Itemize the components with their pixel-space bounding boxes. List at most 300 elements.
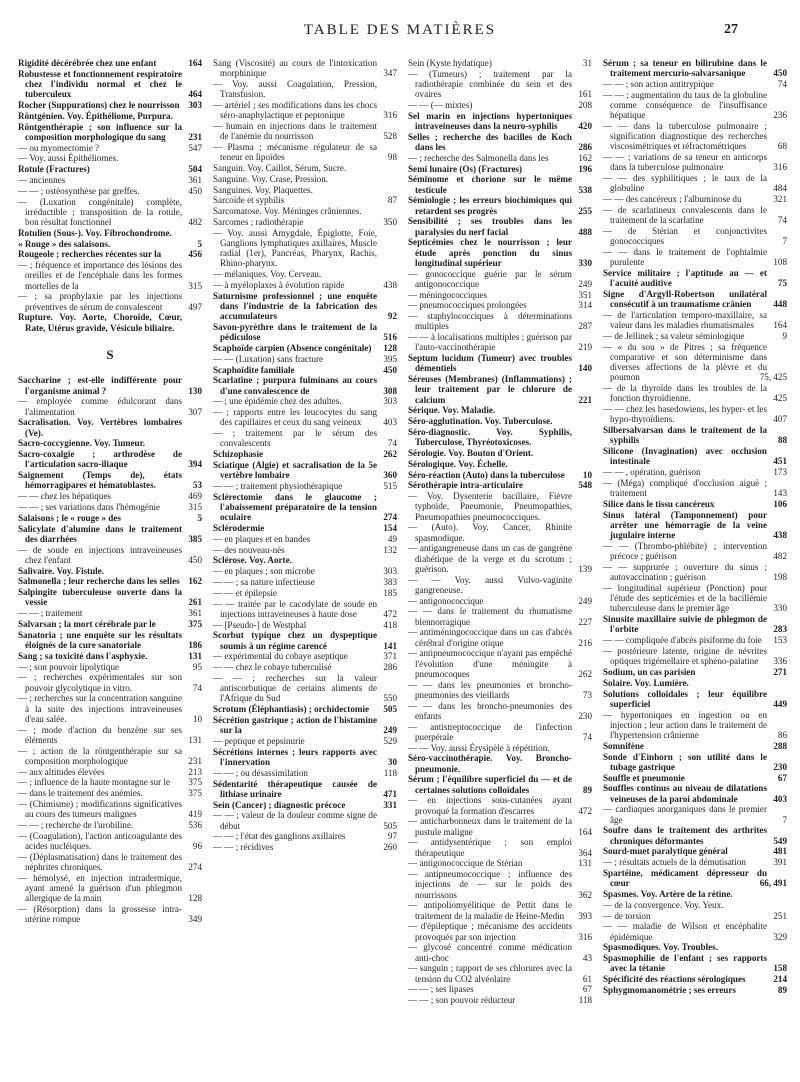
index-entry (408, 69, 592, 100)
entry-page-number: 315 (188, 501, 202, 512)
entry-text: — (Coagulation), l'action anticoagulante des acides nucléiques. (18, 830, 182, 851)
entry-page-number: 89 (777, 984, 787, 995)
index-entry (18, 672, 202, 692)
entry-text: Sarcomes ; radiothérapie (213, 216, 304, 227)
entry-page-number: 161 (578, 89, 592, 100)
entry-page-number: 196 (578, 163, 592, 174)
entry-text: Silice dans le tissu cancéreux (603, 499, 715, 509)
entry-page-number: 74 (192, 682, 202, 693)
entry-page-number: 351 (578, 289, 592, 300)
entry-page-number: 49 (387, 533, 397, 544)
index-entry (213, 269, 397, 279)
entry-text: — de Stérian et conjonctivites gonococciques (603, 226, 767, 247)
entry-page-number: 528 (383, 131, 397, 142)
entry-page-number: 249 (578, 595, 592, 606)
index-entry (408, 522, 592, 542)
entry-page-number: 321 (773, 194, 787, 205)
entry-text: Sécrétion gastrique ; action de l'histamine sur la (213, 714, 377, 736)
entry-page-number: 482 (188, 216, 202, 227)
entry-page-number: 504 (188, 164, 202, 175)
entry-page-number: 230 (578, 710, 592, 721)
entry-text: Sérique. Voy. Maladie. (408, 405, 496, 416)
index-entry (603, 678, 787, 688)
entry-text: — — ; récidives (213, 842, 274, 853)
index-entry (408, 648, 592, 679)
entry-text: Sanguines. Voy. Plaquettes. (213, 184, 313, 195)
index-entry (408, 774, 592, 794)
entry-page-number: 53 (192, 480, 202, 491)
entry-text: — — ; augmentation du taux de la globuline comme conséquence de l'insuffisance hépatique (603, 89, 767, 121)
entry-page-number: 185 (383, 587, 397, 598)
entry-text: Somnifène (603, 740, 644, 751)
entry-page-number: 497 (188, 301, 202, 312)
entry-text: Sein (Cancer) ; diagnostic précoce (213, 799, 346, 810)
index-entry (213, 555, 397, 565)
index-entry (18, 576, 202, 586)
entry-page-number: 419 (188, 809, 202, 820)
entry-text: — de l'articulation temporo-maxillaire, sa valeur dans les maladies rhumatismales (603, 310, 767, 331)
entry-page-number: 329 (773, 931, 787, 942)
entry-page-number: 98 (387, 152, 397, 163)
entry-page-number: 140 (578, 363, 592, 374)
index-entry (408, 153, 592, 163)
entry-page-number: 364 (578, 847, 592, 858)
entry-text: Röntgenthérapie ; son influence sur la composition morphologique du sang (18, 121, 182, 142)
entry-page-number: 308 (383, 385, 397, 396)
index-entry (408, 921, 592, 941)
index-entry (18, 417, 202, 437)
entry-page-number: 307 (188, 406, 202, 417)
entry-text: Sacro-coccygienne. Voy. Tumeur. (18, 438, 146, 449)
index-entry (18, 260, 202, 291)
index-entry (408, 374, 592, 405)
entry-page-number: 164 (188, 58, 202, 68)
index-entry (213, 715, 397, 735)
entry-text: — — des cancéreux ; l'albuminose du (603, 194, 742, 205)
entry-text: — ; rapports entre les leucocytes du sang des capillaires et ceux du sang veineux (213, 407, 377, 428)
index-entry (408, 858, 592, 868)
index-entry (18, 291, 202, 311)
running-title: TABLE DES MATIÈRES (303, 22, 497, 38)
entry-page-number: 385 (188, 533, 202, 544)
index-entry (213, 492, 397, 523)
entry-page-number: 7 (782, 814, 787, 825)
entry-text: — ; son pouvoir lipolytique (18, 661, 120, 672)
index-entry (213, 662, 397, 672)
section-letter: S (106, 347, 114, 363)
entry-page-number: 153 (773, 635, 787, 646)
entry-page-number: 75 (777, 278, 787, 289)
entry-text: — — ; ostéosynthèse par greffes. (18, 185, 140, 196)
index-entry (603, 331, 787, 341)
index-entry (18, 545, 202, 565)
entry-text: — sanguin ; rapport de ses chlorures avec la tension du CO2 alvéolaire (408, 963, 572, 984)
entry-page-number: 482 (773, 551, 787, 562)
index-entry (18, 312, 202, 332)
entry-page-number: 131 (578, 858, 592, 869)
index-entry (603, 773, 787, 783)
entry-text: Sodium, un cas parisien (603, 667, 696, 677)
index-entry (603, 942, 787, 952)
entry-page-number: 10 (582, 469, 592, 480)
index-entry (408, 353, 592, 373)
entry-page-number: 164 (773, 320, 787, 331)
index-entry (603, 710, 787, 741)
index-entry (408, 701, 592, 721)
entry-page-number: 132 (383, 544, 397, 555)
entry-text: — — compliquée d'abcès pisiforme du foie (603, 635, 762, 646)
index-entry (213, 142, 397, 162)
entry-page-number: 420 (578, 121, 592, 131)
entry-text: Signe d'Argyll-Robertson unilatéral consécutif à un traumatisme crânien (603, 289, 767, 310)
entry-text: — Voy. aussi Épithéliomes. (18, 153, 119, 164)
entry-page-number: 391 (773, 857, 787, 868)
index-entry (18, 175, 202, 185)
index-entry (18, 524, 202, 544)
entry-text: — expérimental du cobaye aseptique (213, 651, 348, 662)
index-entry (18, 799, 202, 819)
entry-page-number: 274 (188, 861, 202, 872)
entry-text: — — ; traitement (18, 608, 83, 619)
index-entry (603, 121, 787, 152)
index-entry (213, 343, 397, 353)
index-entry (603, 194, 787, 204)
entry-page-number: 286 (578, 142, 592, 152)
index-entry (213, 523, 397, 533)
entry-page-number: 383 (383, 576, 397, 587)
entry-text: Solaire. Voy. Lumière. (603, 677, 689, 688)
entry-page-number: 375 (188, 788, 202, 799)
entry-text: Selles ; recherche des bacilles de Koch dans les (408, 131, 572, 152)
entry-text: — ; action de la röntgenthérapie sur sa composition morphologique (18, 745, 182, 766)
index-entry (213, 217, 397, 227)
entry-page-number: 5 (197, 238, 202, 249)
index-entry (213, 630, 397, 650)
entry-text: — — ; variations de sa teneur en anticorps dans la tuberculose pulmonaire (603, 152, 767, 173)
index-entry (603, 825, 787, 845)
entry-text: — longitudinal supérieur (Ponction) pour l'étude des septicémies et de la bacillémie tuberculeuse dans le premier âge (603, 583, 767, 614)
entry-page-number: 131 (188, 650, 202, 661)
entry-page-number: 230 (773, 761, 787, 772)
entry-page-number: 375 (188, 777, 202, 788)
entry-text: — (Tumeurs) ; traitement par la radiothérapie combinée du sein et des ovaires (408, 68, 572, 100)
entry-page-number: 464 (188, 89, 202, 100)
entry-text: Sonde d'Einhorn ; son utilité dans le tubage gastrique (603, 751, 767, 772)
entry-text: — hémolysé, en injection intradermique, ayant amené la guérison d'un phlegmon allergique de la main (18, 872, 182, 904)
index-entry (213, 779, 397, 799)
entry-text: Sédentarité thérapeutique causée de lithiase urinaire (213, 778, 377, 799)
entry-page-number: 529 (383, 735, 397, 746)
index-entry (213, 407, 397, 427)
entry-text: Sarcoïde et syphilis (213, 195, 285, 206)
entry-text: — antipoliomyélitique de Pettit dans le traitement de la maladie de Heine-Medin (408, 900, 572, 921)
entry-page-number: 288 (773, 740, 787, 751)
entry-text: Sclérose. Voy. Aorte. (213, 555, 292, 566)
entry-text: Sourd-muet paralytique général (603, 846, 728, 857)
entry-page-number: 216 (578, 637, 592, 648)
index-entry (18, 513, 202, 523)
index-entry (18, 630, 202, 650)
index-entry (408, 459, 592, 469)
entry-text: Sacralisation. Voy. Vertèbres lombaires (Ve). (18, 417, 182, 438)
entry-page-number: 130 (188, 385, 202, 396)
entry-page-number: 128 (383, 342, 397, 353)
entry-text: — Voy. Dysenterie bacillaire, Fièvre typhoïde, Pneumonie, Pneumopathies, Pneumopathies pneumococciques. (408, 491, 572, 522)
entry-page-number: 316 (578, 931, 592, 942)
index-entry (213, 566, 397, 576)
index-entry (603, 205, 787, 225)
entry-page-number: 10 (192, 713, 202, 724)
entry-page-number: 451 (773, 456, 787, 467)
entry-page-number: 456 (188, 249, 202, 260)
entry-text: — ; mode d'action du benzène sur ses éléments (18, 724, 182, 745)
index-entry (18, 164, 202, 174)
index-entry (213, 396, 397, 406)
index-entry (603, 499, 787, 509)
index-entry (213, 747, 397, 767)
index-entry (603, 90, 787, 121)
entry-page-number: 515 (383, 480, 397, 491)
index-entry (213, 195, 397, 205)
index-entry (18, 619, 202, 629)
index-entry (408, 480, 592, 490)
entry-page-number: 350 (383, 216, 397, 227)
index-entry (603, 953, 787, 973)
entry-text: Rotule (Fractures) (18, 164, 90, 175)
entry-text: — antidysentérique ; son emploi thérapeutique (408, 837, 572, 858)
entry-text: — — chez le cobaye tuberculisé (213, 662, 332, 673)
entry-page-number: 74 (777, 215, 787, 226)
index-entry (408, 627, 592, 647)
index-entry (213, 185, 397, 195)
index-entry (213, 58, 397, 78)
entry-page-number: 449 (773, 698, 787, 709)
entry-page-number: 255 (578, 205, 592, 216)
index-entry (408, 680, 592, 700)
entry-page-number: 213 (188, 766, 202, 777)
entry-text: — gonococcique guérie par le sérum antigonococcique (408, 268, 572, 289)
entry-page-number: 88 (777, 435, 787, 446)
index-entry (408, 816, 592, 836)
index-entry (213, 736, 397, 746)
entry-text: — — Voy. aussi Érysipèle à répétition. (408, 742, 550, 753)
index-entry (213, 206, 397, 216)
entry-page-number: 505 (383, 820, 397, 831)
entry-page-number: 236 (773, 110, 787, 121)
entry-text: — — ; sa nature infectieuse (213, 576, 315, 587)
entry-text: Rupture. Voy. Aorte, Choroïde, Cœur, Rate, Utérus gravide, Vésicule biliaire. (18, 312, 182, 333)
entry-text: Sang (Viscosité) au cours de l'intoxication morphinique (213, 58, 377, 79)
entry-page-number: 287 (578, 321, 592, 332)
entry-text: — de scarlatineux convalescents dans le traitement de la scarlatine (603, 205, 767, 226)
entry-text: — aux altitudes élevées (18, 766, 105, 777)
entry-text: Salvarsan ; la mort cérébrale par le (18, 618, 156, 629)
entry-text: Rougeole ; recherches récentes sur la (18, 249, 162, 260)
entry-page-number: 73 (582, 689, 592, 700)
entry-text: — ; recherches expérimentales sur son pouvoir glycolytique in vitro. (18, 672, 182, 693)
index-entry (213, 620, 397, 630)
entry-page-number: 286 (383, 662, 397, 673)
entry-text: — — Voy. aussi Vulvo-vaginite gangreneuse. (408, 574, 572, 595)
entry-text: Salpingite tuberculeuse ouverte dans la vessie (18, 587, 182, 608)
entry-page-number: 92 (387, 311, 397, 322)
entry-page-number: 214 (773, 974, 787, 985)
entry-text: — — dans le traitement de l'ophtalmie purulente (603, 247, 767, 268)
index-entry (18, 153, 202, 163)
entry-text: — en plaques et en bandes (213, 533, 311, 544)
index-entry (408, 132, 592, 152)
entry-page-number: 330 (578, 257, 592, 268)
entry-page-number: 362 (578, 889, 592, 900)
index-column-3 (408, 58, 592, 1072)
index-entry (18, 111, 202, 121)
index-entry (213, 322, 397, 342)
entry-text: Séreuses (Membranes) (Inflammations) ; leur traitement par le chlorure de calcium (408, 374, 572, 405)
index-entry (408, 869, 592, 900)
index-entry (213, 768, 397, 778)
index-entry (213, 831, 397, 841)
entry-page-number: 469 (188, 491, 202, 502)
entry-page-number: 95 (192, 661, 202, 672)
index-entry (408, 606, 592, 626)
index-entry (18, 58, 202, 68)
entry-page-number: 488 (578, 226, 592, 237)
entry-text: — ; traitement par le sérum des convalescents (213, 428, 377, 449)
entry-page-number: 316 (773, 162, 787, 173)
index-entry (408, 311, 592, 331)
index-entry (213, 174, 397, 184)
entry-text: Sclérodermie (213, 522, 265, 533)
entry-page-number: 7 (782, 236, 787, 247)
entry-page-number: 249 (383, 725, 397, 736)
entry-page-number: 61 (582, 973, 592, 984)
entry-page-number: 231 (188, 131, 202, 142)
index-entry (603, 467, 787, 477)
index-entry (18, 470, 202, 490)
entry-page-number: 96 (192, 840, 202, 851)
entry-page-number: 481 (773, 846, 787, 857)
index-entry (603, 268, 787, 288)
entry-page-number: 87 (387, 195, 397, 206)
entry-page-number: 251 (773, 910, 787, 921)
index-entry (603, 752, 787, 772)
entry-text: Salivaire. Voy. Fistule. (18, 565, 104, 576)
index-entry (18, 186, 202, 196)
entry-text: — postérieure latente, origine de névrites optiques trigémellaire et sphéno-palatine (603, 646, 767, 667)
entry-page-number: 330 (773, 603, 787, 614)
index-entry (408, 942, 592, 962)
entry-text: — ; résultats actuels de la démutisation (603, 857, 746, 868)
index-entry (408, 195, 592, 215)
entry-page-number: 394 (188, 459, 202, 470)
entry-page-number: 74 (777, 79, 787, 89)
index-entry (18, 122, 202, 142)
index-entry (603, 804, 787, 824)
entry-page-number: 67 (777, 772, 787, 783)
entry-page-number: 516 (383, 332, 397, 343)
entry-text: — — (Thrombo-phlébite) ; intervention précoce ; guérison (603, 541, 767, 562)
entry-text: — en plaques ; son microbe (213, 566, 315, 577)
index-entry (18, 651, 202, 661)
entry-text: Spasmophilie de l'enfant ; ses rapports avec la tétanie (603, 953, 767, 974)
index-entry (213, 428, 397, 448)
entry-page-number: 438 (383, 279, 397, 290)
entry-text: Sécrétions internes ; leurs rapports avec l'innervation (213, 746, 377, 767)
index-entry (408, 174, 592, 194)
entry-page-number: 198 (773, 572, 787, 583)
entry-text: Rotulien (Sous-). Voy. Fibrochondrome. (18, 227, 172, 238)
entry-page-number: 550 (383, 693, 397, 704)
index-entry (603, 247, 787, 267)
entry-text: — employée comme édulcorant dans l'alimentation (18, 396, 182, 417)
entry-page-number: 471 (383, 788, 397, 799)
index-entry (18, 777, 202, 787)
entry-text: — antistreptococcique de l'infection puerpérale (408, 721, 572, 742)
page-number: 27 (724, 22, 738, 37)
entry-text: Savon-pyrèthre dans le traitement de la pédiculose (213, 321, 377, 343)
entry-page-number: 75, 425 (759, 372, 787, 383)
index-entry (18, 904, 202, 924)
entry-page-number: 316 (383, 110, 397, 121)
index-entry (603, 383, 787, 403)
entry-page-number: 143 (773, 488, 787, 499)
entry-page-number: 74 (387, 438, 397, 449)
entry-text: Soufre dans le traitement des arthrites chroniques déformantes (603, 825, 767, 846)
entry-page-number: 164 (578, 826, 592, 837)
index-entry (408, 290, 592, 300)
index-entry (18, 228, 202, 238)
entry-text: — antipneumococcique n'ayant pas empêché l'évolution d'une méningite à pneumocoques (408, 648, 572, 679)
entry-text: — staphylococciques à déterminations multiples (408, 311, 572, 332)
entry-text: Sanguin. Voy. Caillot, Sérum, Sucre. (213, 163, 347, 173)
entry-text: — antigonococcique (408, 595, 484, 606)
entry-text: — — ; son action antitrypique (603, 79, 714, 89)
entry-text: — — ; son pouvoir réducteur (408, 995, 516, 1006)
entry-text: Souffle et pneumonie (603, 772, 685, 783)
index-entry (213, 481, 397, 491)
index-entry (603, 310, 787, 330)
entry-text: — ; une épidémie chez des adultes. (213, 396, 342, 407)
index-entry (408, 237, 592, 268)
entry-page-number: 547 (188, 142, 202, 153)
index-entry (603, 614, 787, 634)
entry-text: Séro-agglutination. Voy. Tuberculose. (408, 416, 553, 427)
entry-page-number: 403 (383, 417, 397, 428)
entry-page-number: 303 (383, 396, 397, 407)
index-entry (213, 588, 397, 598)
entry-text: — — traitée par le cacodylate de soude en injections intraveineuses à haute dose (213, 598, 377, 619)
index-entry (603, 900, 787, 910)
entry-page-number: 425 (773, 393, 787, 404)
index-entry (603, 868, 787, 888)
index-entry (603, 846, 787, 856)
entry-text: Spasmodiques. Voy. Troubles. (603, 942, 718, 953)
entry-text: — — dans le traitement du rhumatisme blennorragique (408, 606, 572, 627)
entry-text: Sclérectomie dans le glaucome ; l'abaissement préparatoire de la tension oculaire (213, 491, 377, 523)
index-entry (603, 921, 787, 941)
entry-page-number: 450 (188, 554, 202, 565)
entry-text: — en injections sous-cutanées ayant provoqué la formation d'escarres (408, 795, 572, 816)
entry-text: Sarcomatose. Voy. Méninges crâniennes. (213, 206, 362, 217)
entry-page-number: 74 (582, 731, 592, 742)
entry-text: Saccharine ; est-elle indifférente pour l'organisme animal ? (18, 375, 182, 396)
entry-page-number: 227 (578, 616, 592, 627)
index-entry (408, 416, 592, 426)
entry-text: Sérologie. Voy. Bouton d'Orient. (408, 447, 534, 458)
index-entry (603, 635, 787, 645)
entry-text: — antigangreneuse dans un cas de gangrène diabétique de la verge et du scrotum ; guérison. (408, 543, 572, 574)
entry-page-number: 68 (777, 141, 787, 152)
